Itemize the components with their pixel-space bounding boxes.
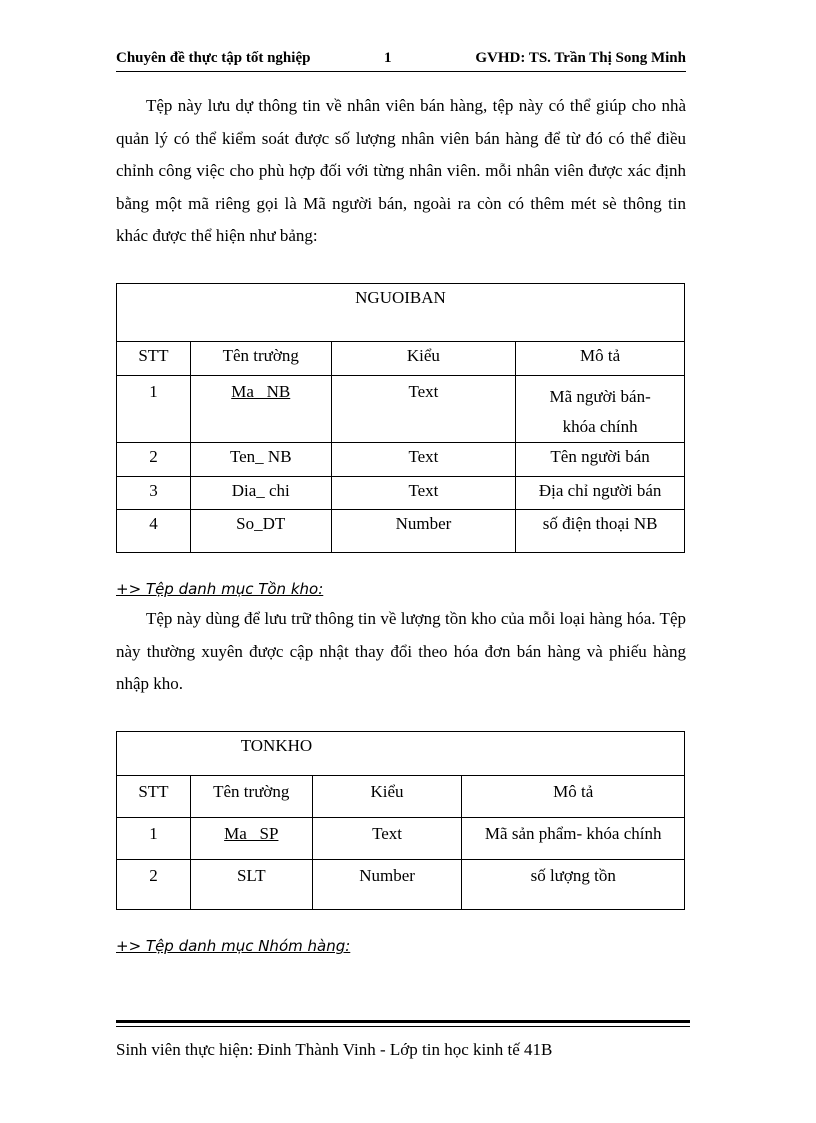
cell-stt: 4 [117,510,191,553]
page-header [116,44,686,72]
column-header: STT [117,342,191,376]
nguoiban-table [116,283,685,553]
column-header: Tên trường [190,776,312,818]
cell-type: Text [331,376,516,443]
column-header: Tên trường [190,342,331,376]
cell-description: Mã sản phẩm- khóa chính [462,818,685,860]
header-title: Chuyên đề thực tập tốt nghiệp [116,50,311,66]
cell-field: SLT [190,860,312,910]
cell-type: Number [312,860,462,910]
table-row [117,818,685,860]
footer-rule-thin [116,1026,690,1027]
table-row [117,860,685,910]
page-footer: Sinh viên thực hiện: Đinh Thành Vinh - Lớp tin học kinh tế 41B [116,1040,553,1059]
cell-stt: 3 [117,477,191,510]
cell-stt: 2 [117,443,191,477]
column-header: STT [117,776,191,818]
column-header: Kiểu [312,776,462,818]
cell-field: Ma_ SP [190,818,312,860]
table-row [117,477,685,510]
cell-stt: 1 [117,818,191,860]
table-row [117,510,685,553]
tonkho-table [116,731,685,910]
column-header: Kiểu [331,342,516,376]
cell-description: số lượng tồn [462,860,685,910]
cell-stt: 1 [117,376,191,443]
cell-field: Ma_ NB [190,376,331,443]
intro-paragraph: Tệp này lưu dự thông tin về nhân viên bán hàng, tệp này có thể giúp cho nhà quản lý có thể kiểm soát được số lượng nhân viên bán hàng để từ đó có thể điều chỉnh công việc cho phù hợp đối với từng nhân viên. mỗi nhân viên được xác định bằng một mã riêng gọi là Mã người bán, ngoài ra còn có thêm mét sè thông tin khác được thể hiện như bảng: [116,96,686,246]
cell-stt: 2 [117,860,191,910]
table-row [117,376,685,443]
cell-description: Tên người bán [516,443,685,477]
cell-field: Ten_ NB [190,443,331,477]
column-header: Mô tả [516,342,685,376]
cell-type: Text [312,818,462,860]
page-number: 1 [384,50,392,66]
inventory-paragraph: Tệp này dùng để lưu trữ thông tin về lượng tồn kho của mỗi loại hàng hóa. Tệp này thường xuyên được cập nhật thay đổi theo hóa đơn bán hàng và phiếu hàng nhập kho. [116,609,686,694]
cell-type: Text [331,477,516,510]
column-header: Mô tả [462,776,685,818]
cell-field: So_DT [190,510,331,553]
section-heading-product-group: +> Tệp danh mục Nhóm hàng: [116,937,351,955]
section-heading-inventory: +> Tệp danh mục Tồn kho: [116,580,324,598]
cell-type: Number [331,510,516,553]
header-supervisor: GVHD: TS. Trần Thị Song Minh [475,50,686,66]
table-title: TONKHO [117,732,313,776]
table-title: NGUOIBAN [117,284,685,342]
footer-rule-thick [116,1020,690,1023]
header-rule [116,71,686,72]
cell-field: Dia_ chi [190,477,331,510]
table-row [117,443,685,477]
cell-description: số điện thoại NB [516,510,685,553]
cell-description: Mã người bán-khóa chính [516,376,685,443]
cell-type: Text [331,443,516,477]
cell-description: Địa chỉ người bán [516,477,685,510]
